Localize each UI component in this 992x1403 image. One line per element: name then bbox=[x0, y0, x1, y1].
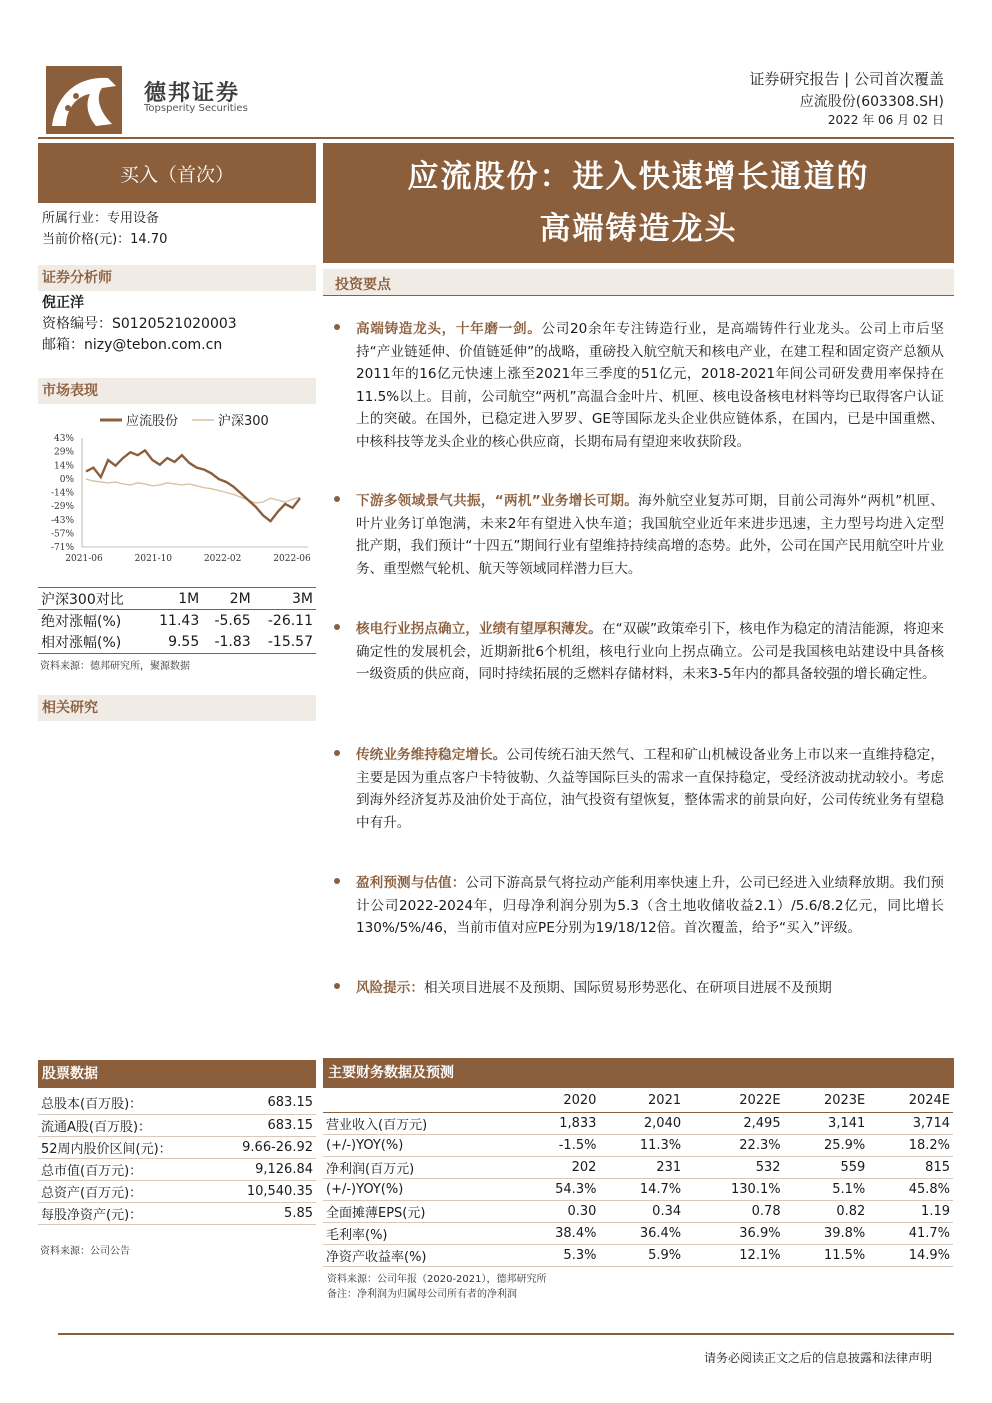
perf-cell: -15.57 bbox=[254, 632, 316, 654]
table-row bbox=[323, 1134, 953, 1156]
brand-name-en: Topsperity Securities bbox=[144, 103, 248, 114]
fin-cell: 1,833 bbox=[515, 1112, 600, 1134]
fin-row-label: 营业收入(百万元) bbox=[323, 1112, 515, 1134]
stock-value: 683.15 bbox=[216, 1114, 316, 1136]
table-row bbox=[38, 1114, 316, 1136]
bullet-body: 公司20余年专注铸造行业，是高端铸件行业龙头。公司上市后坚持“产业链延伸、价值链延伸”的战略，重磅投入航空航天和核电产业，在建工程和固定资产总额从2011年的16亿元快速上涨至2021年三季度的51亿元，2018-2021年间公司研发费用率保持在11.5%以上。目前，公司航空“两机”高温合金叶片、机匣、核电设备核电材料等均已取得客户认证上的突破。在国外，已稳定进入罗罗、GE等国际龙头企业供应链体系，在国内，已是中国重燃、中核科技等龙头企业的核心供应商，长期布局有望迎来收获阶段。 bbox=[356, 321, 945, 450]
analyst-section-title: 证券分析师 bbox=[38, 265, 316, 291]
stock-label: 总资产(百万元)： bbox=[38, 1180, 216, 1202]
fin-cell: 3,714 bbox=[868, 1112, 953, 1134]
fin-cell: 41.7% bbox=[868, 1222, 953, 1244]
analyst-email[interactable]: 邮箱：nizy@tebon.com.cn bbox=[42, 337, 223, 353]
fin-cell: 130.1% bbox=[684, 1178, 783, 1200]
fin-header-cell: 2021 bbox=[599, 1090, 684, 1112]
legend-label: 沪深300 bbox=[218, 414, 269, 429]
y-tick-label: 14% bbox=[53, 461, 74, 472]
fin-cell: 202 bbox=[515, 1156, 600, 1178]
fin-cell: 532 bbox=[684, 1156, 783, 1178]
table-row bbox=[323, 1156, 953, 1178]
bullet-dot-icon bbox=[334, 983, 340, 989]
stock-value: 9,126.84 bbox=[216, 1158, 316, 1180]
current-price: 当前价格(元)：14.70 bbox=[42, 232, 168, 247]
bullet-body: 在“双碳”政策牵引下，核电作为稳定的清洁能源，将迎来确定性的发展机会，近期新批6个机组，核电行业向上拐点确立。公司是我国核电站建设中具备核一级资质的供应商，同时持续拓展的乏燃料存储材料，未来3-5年内的都具备较强的增长确定性。 bbox=[356, 621, 944, 682]
fin-row-label: (+/-)YOY(%) bbox=[323, 1134, 515, 1156]
bullet-body: 公司下游高景气将拉动产能利用率快速上升，公司已经进入业绩释放期。我们预计公司2022-2024年，归母净利润分别为5.3（含土地收储收益2.1）/5.6/8.2亿元，同比增长130%/5%/46，当前市值对应PE分别为19/18/12倍。首次覆盖，给予“买入”评级。 bbox=[356, 875, 945, 936]
leopard-logo-icon bbox=[46, 66, 122, 134]
fin-cell: 5.9% bbox=[599, 1244, 684, 1266]
fin-cell: 22.3% bbox=[684, 1134, 783, 1156]
table-row bbox=[38, 632, 316, 654]
fin-section-title: 主要财务数据及预测 bbox=[323, 1058, 954, 1088]
series-line bbox=[86, 450, 300, 521]
table-row bbox=[323, 1244, 953, 1266]
analyst-name: 倪正洋 bbox=[42, 295, 84, 311]
y-tick-label: -71% bbox=[50, 543, 74, 553]
fin-header-cell: 2020 bbox=[515, 1090, 600, 1112]
points-section-title: 投资要点 bbox=[323, 269, 954, 296]
title-line-1: 应流股份：进入快速增长通道的 bbox=[407, 159, 870, 195]
fin-cell: 0.82 bbox=[784, 1200, 869, 1222]
x-tick-label: 2022-02 bbox=[203, 554, 242, 564]
price-chart bbox=[38, 405, 316, 585]
fin-cell: 45.8% bbox=[868, 1178, 953, 1200]
bullet-head: 下游多领域景气共振，“两机”业务增长可期。 bbox=[356, 493, 639, 509]
fin-cell: 815 bbox=[868, 1156, 953, 1178]
series-line bbox=[86, 479, 300, 503]
bullet-body: 公司传统石油天然气、工程和矿山机械设备业务上市以来一直维持稳定，主要是因为重点客户卡特彼勒、久益等国际巨头的需求一直保持稳定，受经济波动扰动较小。考虑到海外经济复苏及油价处于高位，油气投资有望恢复，整体需求的前景向好，公司传统业务有望稳中有升。 bbox=[356, 747, 945, 831]
report-title bbox=[323, 143, 954, 263]
fin-note: 备注：净利润为归属母公司所有者的净利润 bbox=[327, 1289, 517, 1300]
header-divider bbox=[38, 137, 954, 139]
market-section-title: 市场表现 bbox=[38, 378, 316, 404]
perf-header-cell: 2M bbox=[202, 588, 253, 610]
industry: 所属行业：专用设备 bbox=[42, 211, 160, 226]
fin-cell: 2,495 bbox=[684, 1112, 783, 1134]
stock-label: 总市值(百万元)： bbox=[38, 1158, 216, 1180]
table-row bbox=[38, 1202, 316, 1224]
bullet-body: 海外航空业复苏可期，目前公司海外“两机”机匣、叶片业务订单饱满，未来2年有望进入快车道；我国航空业近年来进步迅速，主力型号均进入定型批产期，我们预计“十四五”期间行业有望维持持续高增的态势。此外，公司在国产民用航空叶片业务、重型燃气轮机、航天等领域同样潜力巨大。 bbox=[356, 493, 944, 577]
fin-cell: 14.7% bbox=[599, 1178, 684, 1200]
y-tick-label: 29% bbox=[53, 447, 74, 458]
bullet-dot-icon bbox=[334, 324, 340, 330]
fin-cell: -1.5% bbox=[515, 1134, 600, 1156]
bullet-head: 风险提示： bbox=[356, 980, 424, 996]
fin-row-label: 净资产收益率(%) bbox=[323, 1244, 515, 1266]
footer-divider bbox=[58, 1333, 954, 1335]
perf-row-label: 绝对涨幅(%) bbox=[41, 613, 122, 630]
financial-table bbox=[323, 1090, 953, 1267]
analyst-id: 资格编号：S0120521020003 bbox=[42, 316, 237, 332]
fin-cell: 36.4% bbox=[599, 1222, 684, 1244]
related-section-title: 相关研究 bbox=[38, 695, 316, 721]
fin-cell: 1.19 bbox=[868, 1200, 953, 1222]
stock-code: 应流股份(603308.SH) bbox=[799, 94, 944, 110]
perf-row-label: 相对涨幅(%) bbox=[38, 632, 146, 654]
rating-badge: 买入（首次） bbox=[38, 143, 316, 203]
bullet-point bbox=[336, 490, 944, 580]
fin-header-cell bbox=[323, 1090, 515, 1112]
fin-cell: 11.3% bbox=[599, 1134, 684, 1156]
table-row bbox=[323, 1112, 953, 1134]
fin-cell: 11.5% bbox=[784, 1244, 869, 1266]
y-tick-label: 43% bbox=[53, 434, 74, 444]
fin-cell: 0.78 bbox=[684, 1200, 783, 1222]
perf-cell: -1.83 bbox=[202, 632, 253, 654]
footer-disclaimer[interactable]: 请务必阅读正文之后的信息披露和法律声明 bbox=[703, 1351, 932, 1365]
table-row bbox=[38, 1180, 316, 1202]
stock-table bbox=[38, 1092, 316, 1225]
perf-source: 资料来源：德邦研究所，聚源数据 bbox=[40, 661, 190, 672]
fin-header-cell: 2024E bbox=[868, 1090, 953, 1112]
stock-value: 10,540.35 bbox=[216, 1180, 316, 1202]
bullet-point bbox=[336, 744, 944, 834]
perf-header-cell: 1M bbox=[146, 588, 202, 610]
table-row bbox=[38, 1158, 316, 1180]
fin-header-cell: 2022E bbox=[684, 1090, 783, 1112]
bullet-dot-icon bbox=[334, 750, 340, 756]
bullet-head: 盈利预测与估值： bbox=[356, 875, 466, 891]
x-tick-label: 2021-10 bbox=[134, 554, 173, 564]
fin-cell: 14.9% bbox=[868, 1244, 953, 1266]
fin-cell: 54.3% bbox=[515, 1178, 600, 1200]
fin-cell: 231 bbox=[599, 1156, 684, 1178]
table-row bbox=[38, 1136, 316, 1158]
x-tick-label: 2022-06 bbox=[273, 554, 311, 564]
bullet-point bbox=[336, 977, 944, 1000]
fin-row-label: 毛利率(%) bbox=[323, 1222, 515, 1244]
bullet-head: 核电行业拐点确立，业绩有望厚积薄发。 bbox=[356, 621, 602, 637]
bullet-dot-icon bbox=[334, 496, 340, 502]
perf-cell: 9.55 bbox=[146, 632, 202, 654]
stock-label: 总股本(百万股)： bbox=[38, 1092, 216, 1114]
fin-cell: 38.4% bbox=[515, 1222, 600, 1244]
fin-row-label: (+/-)YOY(%) bbox=[323, 1178, 515, 1200]
perf-cell: 11.43 bbox=[159, 612, 200, 629]
legend-label: 应流股份 bbox=[126, 414, 179, 429]
perf-cell: -5.65 bbox=[214, 612, 251, 629]
perf-cell: -26.11 bbox=[267, 612, 313, 629]
fin-cell: 0.30 bbox=[515, 1200, 600, 1222]
title-line-2: 高端铸造龙头 bbox=[539, 211, 738, 247]
fin-cell: 25.9% bbox=[784, 1134, 869, 1156]
stock-value: 5.85 bbox=[216, 1202, 316, 1224]
bullet-dot-icon bbox=[334, 624, 340, 630]
performance-table bbox=[38, 587, 316, 654]
table-row bbox=[323, 1178, 953, 1200]
table-row bbox=[323, 1200, 953, 1222]
y-tick-label: -29% bbox=[50, 502, 74, 513]
fin-cell: 18.2% bbox=[868, 1134, 953, 1156]
fin-row-label: 净利润(百万元) bbox=[323, 1156, 515, 1178]
report-date: 2022 年 06 月 02 日 bbox=[827, 113, 944, 127]
fin-source: 资料来源：公司年报（2020-2021），德邦研究所 bbox=[327, 1274, 547, 1285]
table-row bbox=[38, 1092, 316, 1114]
perf-header-label: 沪深300对比 bbox=[38, 588, 146, 610]
bullet-body: 相关项目进展不及预期、国际贸易形势恶化、在研项目进展不及预期 bbox=[423, 980, 832, 996]
bullet-point bbox=[336, 618, 944, 686]
fin-cell: 2,040 bbox=[599, 1112, 684, 1134]
y-tick-label: -43% bbox=[50, 515, 74, 526]
y-tick-label: -57% bbox=[50, 529, 74, 540]
table-row bbox=[323, 1222, 953, 1244]
stock-label: 流通A股(百万股)： bbox=[38, 1114, 216, 1136]
y-tick-label: -14% bbox=[50, 488, 74, 499]
stock-value: 683.15 bbox=[216, 1092, 316, 1114]
bullet-point bbox=[336, 872, 944, 940]
brand-name-cn: 德邦证券 bbox=[144, 81, 241, 106]
stock-section-title: 股票数据 bbox=[38, 1060, 316, 1088]
fin-cell: 39.8% bbox=[784, 1222, 869, 1244]
x-tick-label: 2021-06 bbox=[65, 554, 103, 564]
fin-cell: 0.34 bbox=[599, 1200, 684, 1222]
bullet-dot-icon bbox=[334, 878, 340, 884]
bullet-head: 传统业务维持稳定增长。 bbox=[356, 747, 507, 763]
bullet-head: 高端铸造龙头，十年磨一剑。 bbox=[356, 321, 542, 337]
stock-source: 资料来源：公司公告 bbox=[40, 1246, 130, 1257]
bullet-point bbox=[336, 318, 944, 453]
fin-row-label: 全面摊薄EPS(元) bbox=[323, 1200, 515, 1222]
table-row bbox=[38, 588, 316, 610]
fin-header-cell: 2023E bbox=[784, 1090, 869, 1112]
fin-cell: 5.3% bbox=[515, 1244, 600, 1266]
fin-cell: 5.1% bbox=[784, 1178, 869, 1200]
stock-value: 9.66-26.92 bbox=[216, 1136, 316, 1158]
stock-label: 每股净资产(元)： bbox=[38, 1202, 216, 1224]
stock-label: 52周内股价区间(元)： bbox=[38, 1136, 216, 1158]
perf-header-cell: 3M bbox=[254, 588, 316, 610]
table-row bbox=[38, 610, 316, 632]
fin-cell: 559 bbox=[784, 1156, 869, 1178]
fin-cell: 36.9% bbox=[684, 1222, 783, 1244]
table-header-row bbox=[323, 1090, 953, 1112]
fin-cell: 3,141 bbox=[784, 1112, 869, 1134]
report-type: 证券研究报告 | 公司首次覆盖 bbox=[749, 70, 944, 88]
y-tick-label: 0% bbox=[59, 474, 74, 485]
fin-cell: 12.1% bbox=[684, 1244, 783, 1266]
